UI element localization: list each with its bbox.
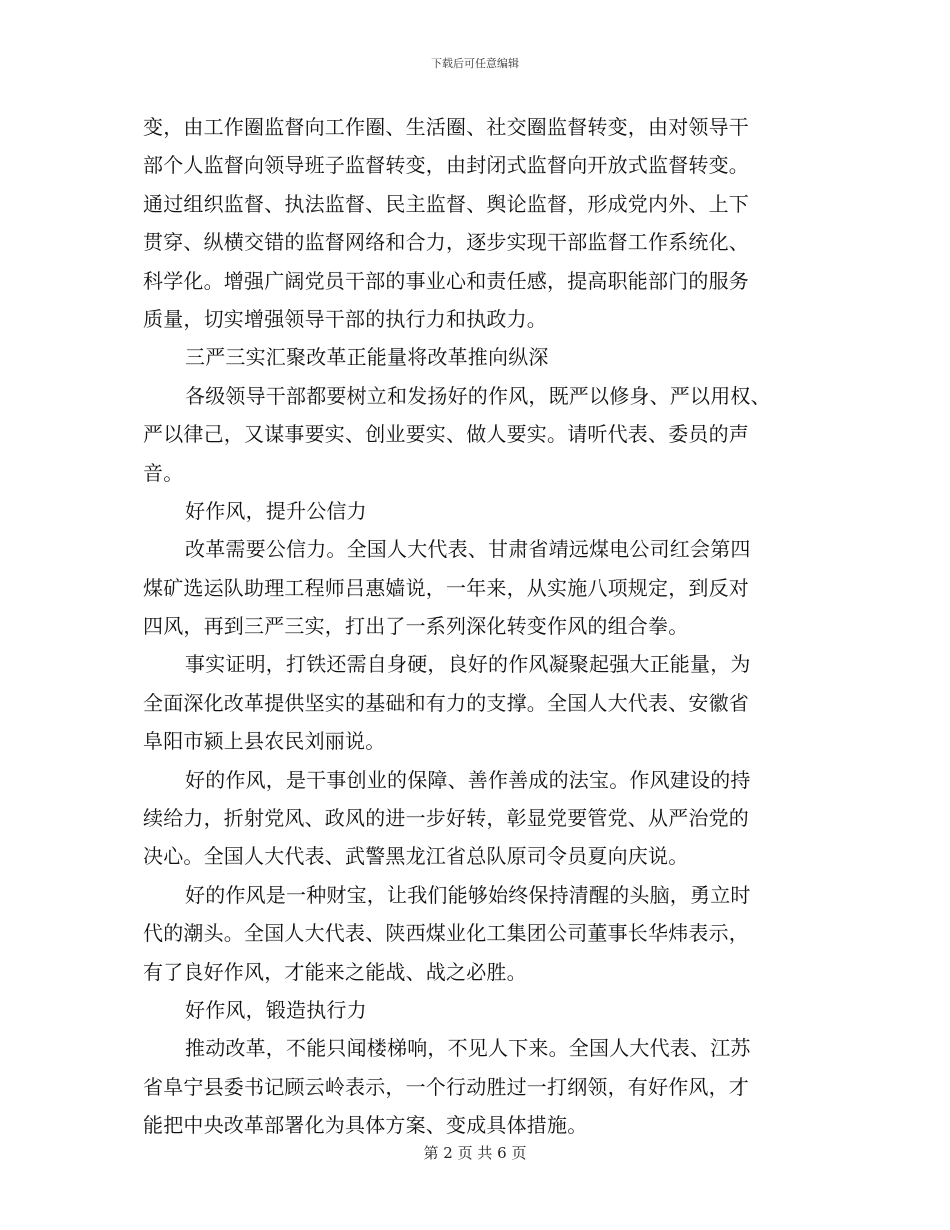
text-line: 改革需要公信力。全国人大代表、甘肃省靖远煤电公司红会第四 — [185, 537, 751, 562]
text-line: 全面深化改革提供坚实的基础和有力的支撑。全国人大代表、安徽省 — [143, 690, 749, 715]
text-line: 阜阳市颍上县农民刘丽说。 — [143, 729, 386, 754]
text-line: 各级领导干部都要树立和发扬好的作风，既严以修身、严以用权、 — [185, 383, 771, 408]
document-body — [143, 108, 813, 1145]
text-line: 有了良好作风，才能来之能战、战之必胜。 — [143, 959, 527, 984]
subheading: 好作风，锻造执行力 — [185, 997, 367, 1022]
text-line: 科学化。增强广阔党员干部的事业心和责任感，提高职能部门的服务 — [143, 268, 749, 293]
page-number: 第 2 页 共 6 页 — [423, 1144, 527, 1162]
text-line: 决心。全国人大代表、武警黑龙江省总队原司令员夏向庆说。 — [143, 844, 689, 869]
text-line: 续给力，折射党风、政风的进一步好转，彰显党要管党、从严治党的 — [143, 806, 749, 831]
text-line: 煤矿选运队助理工程师吕惠嫱说，一年来，从实施八项规定，到反对 — [143, 575, 749, 600]
text-line: 质量，切实增强领导干部的执行力和执政力。 — [143, 306, 547, 331]
text-line: 省阜宁县委书记顾云岭表示，一个行动胜过一打纲领，有好作风，才 — [143, 1074, 749, 1099]
text-line: 贯穿、纵横交错的监督网络和合力，逐步实现干部监督工作系统化、 — [143, 230, 749, 255]
text-line: 代的潮头。全国人大代表、陕西煤业化工集团公司董事长华炜表示， — [143, 921, 749, 946]
text-line: 部个人监督向领导班子监督转变，由封闭式监督向开放式监督转变。 — [143, 153, 749, 178]
text-line: 好的作风，是干事创业的保障、善作善成的法宝。作风建设的持 — [185, 767, 751, 792]
text-line: 通过组织监督、执法监督、民主监督、舆论监督，形成党内外、上下 — [143, 191, 749, 216]
text-line: 变，由工作圈监督向工作圈、生活圈、社交圈监督转变，由对领导干 — [143, 115, 749, 139]
text-line: 推动改革，不能只闻楼梯响，不见人下来。全国人大代表、江苏 — [185, 1036, 751, 1061]
text-line: 能把中央改革部署化为具体方案、变成具体措施。 — [143, 1113, 588, 1138]
text-line: 四风，再到三严三实，打出了一系列深化转变作风的组合拳。 — [143, 614, 689, 639]
page-header-note: 下载后可任意编辑 — [431, 57, 519, 70]
section-heading: 三严三实汇聚改革正能量将改革推向纵深 — [185, 345, 549, 370]
text-line: 事实证明，打铁还需自身硬，良好的作风凝聚起强大正能量，为 — [185, 652, 751, 677]
text-line: 严以律己，又谋事要实、创业要实、做人要实。请听代表、委员的声 — [143, 422, 749, 447]
subheading: 好作风，提升公信力 — [185, 498, 367, 523]
text-line: 好的作风是一种财宝，让我们能够始终保持清醒的头脑，勇立时 — [185, 882, 751, 907]
text-line: 音。 — [143, 460, 184, 485]
